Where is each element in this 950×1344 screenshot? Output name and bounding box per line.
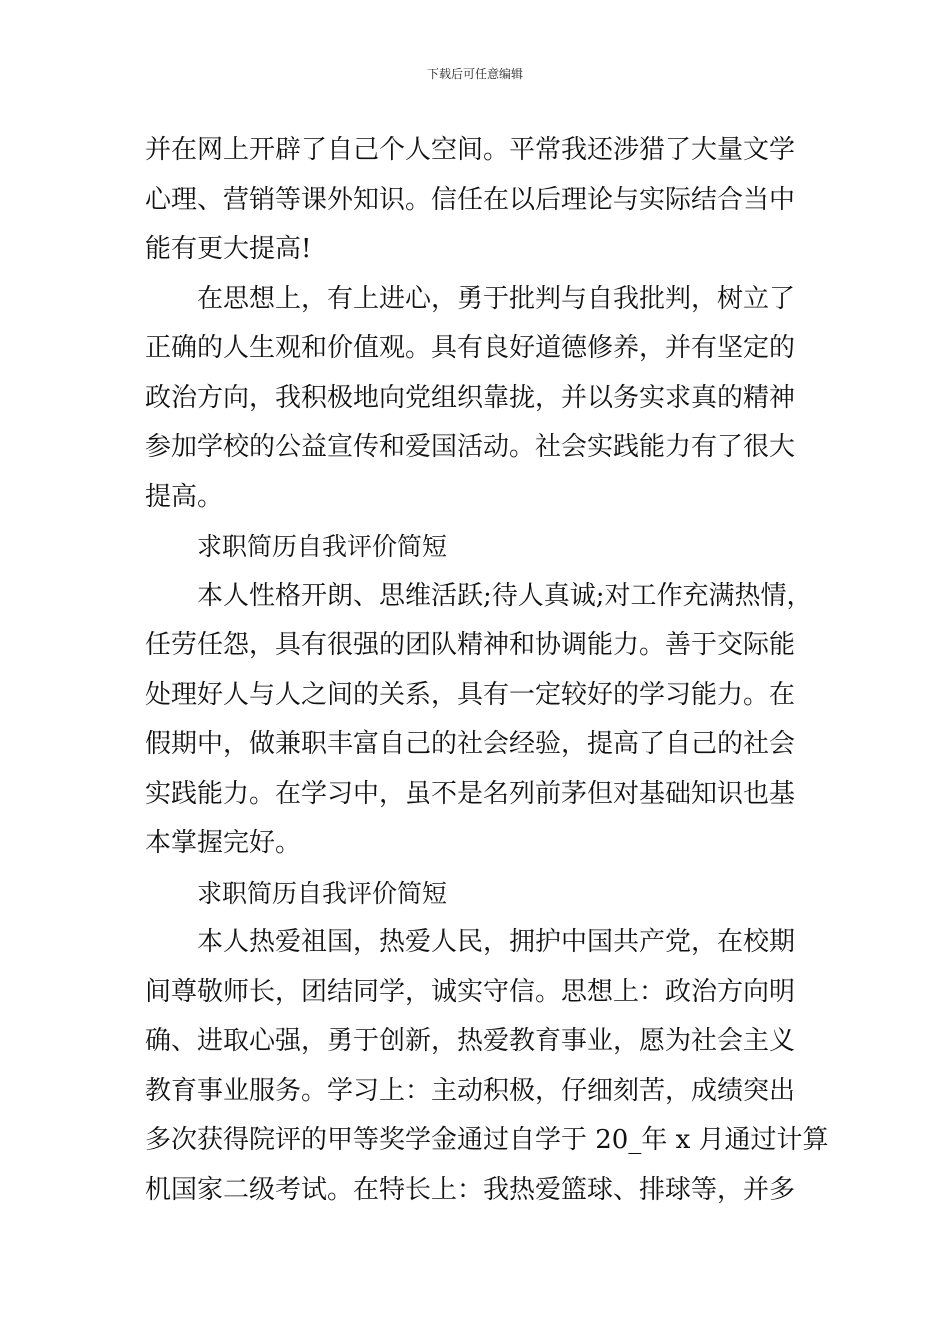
paragraph-line: 间尊敬师长，团结同学，诚实守信。思想上：政治方向明 [145,976,796,1007]
paragraph-line: 政治方向，我积极地向党组织靠拢，并以务实求真的精神 [145,382,796,413]
paragraph-line: 本人热爱祖国，热爱人民，拥护中国共产党，在校期 [197,927,796,957]
paragraph-line: 正确的人生观和价值观。具有良好道德修养，并有坚定的 [145,333,796,363]
paragraph-line: 多次获得院评的甲等奖学金通过自学于 20_年 x 月通过计算 [145,1125,829,1155]
page-header: 下载后可任意编辑 [426,67,523,81]
paragraph-line: 并在网上开辟了自己个人空间。平常我还涉猎了大量文学 [145,135,796,165]
paragraph-line: 能有更大提高! [145,234,312,264]
paragraph-line: 心理、营销等课外知识。信任在以后理论与实际结合当中 [145,184,796,215]
document-body [145,126,829,1215]
paragraph-line: 任劳任怨，具有很强的团队精神和协调能力。善于交际能 [145,630,796,660]
paragraph-line: 本掌握完好。 [145,828,302,858]
paragraph-line: 提高。 [145,481,224,512]
paragraph-line: 处理好人与人之间的关系，具有一定较好的学习能力。在 [145,679,796,710]
paragraph-line: 假期中，做兼职丰富自己的社会经验，提高了自己的社会 [145,729,796,759]
paragraph-line: 参加学校的公益宣传和爱国活动。社会实践能力有了很大 [145,432,796,462]
paragraph-line: 实践能力。在学习中，虽不是名列前茅但对基础知识也基 [145,778,796,809]
paragraph-line: 确、进取心强，勇于创新，热爱教育事业，愿为社会主义 [145,1026,796,1056]
section-heading: 求职简历自我评价简短 [197,532,448,561]
paragraph-line: 本人性格开朗、思维活跃;待人真诚;对工作充满热情， [197,580,813,611]
paragraph-line: 在思想上，有上进心，勇于批判与自我批判，树立了 [197,283,796,314]
paragraph-line: 教育事业服务。学习上：主动积极，仔细刻苦，成绩突出 [145,1075,796,1106]
section-heading: 求职简历自我评价简短 [197,878,448,908]
paragraph-line: 机国家二级考试。在特长上：我热爱篮球、排球等，并多 [145,1174,796,1205]
